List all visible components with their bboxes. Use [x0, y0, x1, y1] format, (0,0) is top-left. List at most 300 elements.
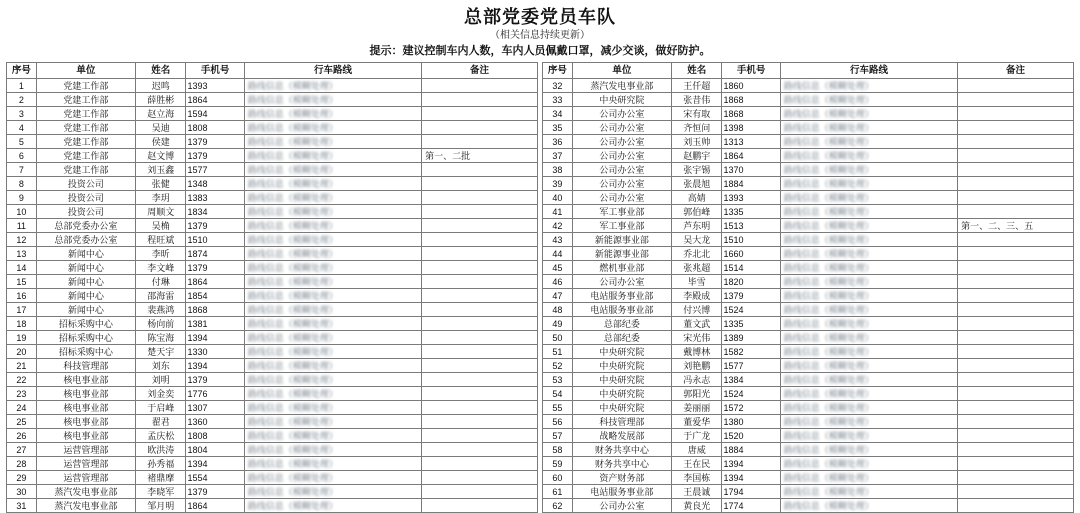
- cell-name: 张宇锡: [672, 163, 722, 177]
- cell-phone: 1383: [186, 191, 244, 205]
- cell-name: 刘艳鹏: [672, 359, 722, 373]
- cell-route: 路线信息（模糊处理）: [244, 191, 421, 205]
- table-row: [7, 443, 538, 457]
- cell-route: 路线信息（模糊处理）: [780, 443, 957, 457]
- redacted-phone-digits: [208, 500, 243, 512]
- cell-unit: 电站服务事业部: [572, 289, 671, 303]
- cell-route: 路线信息（模糊处理）: [780, 373, 957, 387]
- cell-route: 路线信息（模糊处理）: [780, 135, 957, 149]
- cell-note: [958, 79, 1074, 93]
- cell-phone: 1868: [722, 93, 780, 107]
- cell-phone: 1794: [722, 485, 780, 499]
- cell-phone: 1330: [186, 345, 244, 359]
- cell-phone: 1379: [186, 373, 244, 387]
- table-row: [543, 233, 1074, 247]
- cell-name: 于广龙: [672, 429, 722, 443]
- cell-note: [422, 387, 538, 401]
- cell-phone: 1520: [722, 429, 780, 443]
- cell-name: 付琳: [136, 275, 186, 289]
- cell-route: 路线信息（模糊处理）: [244, 345, 421, 359]
- cell-route: 路线信息（模糊处理）: [244, 79, 421, 93]
- column-header-phone: 手机号: [186, 63, 244, 79]
- redacted-phone-digits: [208, 430, 243, 442]
- cell-unit: 资产财务部: [572, 471, 671, 485]
- cell-name: 刘玉鑫: [136, 163, 186, 177]
- cell-phone: 1335: [722, 205, 780, 219]
- redacted-phone-digits: [744, 178, 779, 190]
- redacted-phone-digits: [208, 108, 243, 120]
- cell-route: 路线信息（模糊处理）: [780, 205, 957, 219]
- cell-unit: 新闻中心: [36, 275, 135, 289]
- cell-phone: 1394: [186, 457, 244, 471]
- table-header-row: [543, 63, 1074, 79]
- cell-name: 张兆超: [672, 261, 722, 275]
- redacted-phone-digits: [744, 164, 779, 176]
- cell-phone: 1510: [722, 233, 780, 247]
- redacted-phone-digits: [744, 388, 779, 400]
- cell-name: 邵海雷: [136, 289, 186, 303]
- table-row: [7, 331, 538, 345]
- cell-route: 路线信息（模糊处理）: [780, 289, 957, 303]
- table-row: [7, 289, 538, 303]
- page-title: 总部党委党员车队: [464, 7, 616, 27]
- cell-phone: 1808: [186, 429, 244, 443]
- redacted-phone-digits: [744, 220, 779, 232]
- table-row: [543, 205, 1074, 219]
- redacted-phone-digits: [208, 220, 243, 232]
- cell-idx: 61: [543, 485, 573, 499]
- cell-route: 路线信息（模糊处理）: [780, 485, 957, 499]
- table-row: [7, 471, 538, 485]
- cell-unit: 核电事业部: [36, 415, 135, 429]
- cell-idx: 10: [7, 205, 37, 219]
- cell-route: 路线信息（模糊处理）: [244, 415, 421, 429]
- column-header-name: 姓名: [672, 63, 722, 79]
- cell-name: 翟君: [136, 415, 186, 429]
- redacted-phone-digits: [744, 430, 779, 442]
- cell-note: [422, 177, 538, 191]
- cell-route: 路线信息（模糊处理）: [244, 205, 421, 219]
- redacted-phone-digits: [744, 276, 779, 288]
- cell-name: 董爱华: [672, 415, 722, 429]
- table-row: [543, 345, 1074, 359]
- cell-idx: 21: [7, 359, 37, 373]
- cell-idx: 28: [7, 457, 37, 471]
- table-row: [543, 429, 1074, 443]
- cell-route: 路线信息（模糊处理）: [244, 387, 421, 401]
- cell-phone: 1577: [186, 163, 244, 177]
- redacted-phone-digits: [208, 94, 243, 106]
- column-header-index: 序号: [7, 63, 37, 79]
- cell-name: 芦东明: [672, 219, 722, 233]
- table-row: [7, 303, 538, 317]
- table-row: [543, 177, 1074, 191]
- cell-note: [958, 485, 1074, 499]
- cell-route: 路线信息（模糊处理）: [244, 163, 421, 177]
- cell-route: 路线信息（模糊处理）: [244, 331, 421, 345]
- cell-route: 路线信息（模糊处理）: [780, 261, 957, 275]
- cell-phone: 1820: [722, 275, 780, 289]
- redacted-phone-digits: [208, 290, 243, 302]
- table-row: [7, 485, 538, 499]
- cell-unit: 投资公司: [36, 177, 135, 191]
- cell-idx: 25: [7, 415, 37, 429]
- table-row: [543, 135, 1074, 149]
- cell-phone: 1394: [186, 331, 244, 345]
- cell-route: 路线信息（模糊处理）: [244, 443, 421, 457]
- cell-unit: 科技管理部: [572, 415, 671, 429]
- redacted-phone-digits: [208, 346, 243, 358]
- cell-route: 路线信息（模糊处理）: [244, 219, 421, 233]
- table-row: [543, 373, 1074, 387]
- table-row: [543, 303, 1074, 317]
- cell-unit: 公司办公室: [572, 499, 671, 513]
- cell-note: [958, 401, 1074, 415]
- cell-phone: 1393: [186, 79, 244, 93]
- cell-route: 路线信息（模糊处理）: [780, 429, 957, 443]
- cell-unit: 军工事业部: [572, 205, 671, 219]
- cell-unit: 蒸汽发电事业部: [572, 79, 671, 93]
- cell-note: [958, 191, 1074, 205]
- cell-idx: 7: [7, 163, 37, 177]
- cell-idx: 53: [543, 373, 573, 387]
- cell-route: 路线信息（模糊处理）: [244, 247, 421, 261]
- cell-note: [958, 275, 1074, 289]
- cell-name: 宋有取: [672, 107, 722, 121]
- cell-name: 赵文博: [136, 149, 186, 163]
- cell-idx: 37: [543, 149, 573, 163]
- column-header-note: 备注: [958, 63, 1074, 79]
- table-row: [7, 401, 538, 415]
- cell-phone: 1594: [186, 107, 244, 121]
- cell-idx: 57: [543, 429, 573, 443]
- cell-phone: 1379: [186, 219, 244, 233]
- redacted-phone-digits: [208, 402, 243, 414]
- cell-note: [958, 471, 1074, 485]
- redacted-phone-digits: [208, 178, 243, 190]
- redacted-phone-digits: [744, 416, 779, 428]
- cell-unit: 招标采购中心: [36, 317, 135, 331]
- cell-name: 于启峰: [136, 401, 186, 415]
- cell-name: 杨向前: [136, 317, 186, 331]
- cell-idx: 2: [7, 93, 37, 107]
- table-row: [7, 429, 538, 443]
- cell-idx: 39: [543, 177, 573, 191]
- table-row: [543, 471, 1074, 485]
- cell-note: [958, 303, 1074, 317]
- cell-phone: 1660: [722, 247, 780, 261]
- redacted-phone-digits: [744, 150, 779, 162]
- cell-note: [958, 135, 1074, 149]
- table-row: [7, 345, 538, 359]
- cell-unit: 运营管理部: [36, 471, 135, 485]
- redacted-phone-digits: [208, 458, 243, 470]
- cell-unit: 燃机事业部: [572, 261, 671, 275]
- cell-unit: 新能源事业部: [572, 233, 671, 247]
- cell-unit: 总部纪委: [572, 317, 671, 331]
- cell-note: [958, 415, 1074, 429]
- cell-name: 张健: [136, 177, 186, 191]
- cell-note: [958, 247, 1074, 261]
- cell-unit: 新闻中心: [36, 303, 135, 317]
- cell-phone: 1379: [186, 485, 244, 499]
- cell-idx: 59: [543, 457, 573, 471]
- table-row: [7, 205, 538, 219]
- cell-idx: 31: [7, 499, 37, 513]
- cell-phone: 1379: [186, 149, 244, 163]
- cell-idx: 12: [7, 233, 37, 247]
- cell-idx: 43: [543, 233, 573, 247]
- table-row: [543, 499, 1074, 513]
- cell-note: [422, 457, 538, 471]
- column-header-note: 备注: [422, 63, 538, 79]
- table-row: [543, 107, 1074, 121]
- cell-idx: 16: [7, 289, 37, 303]
- redacted-phone-digits: [208, 360, 243, 372]
- cell-idx: 40: [543, 191, 573, 205]
- redacted-phone-digits: [208, 472, 243, 484]
- cell-route: 路线信息（模糊处理）: [244, 275, 421, 289]
- table-row: [543, 191, 1074, 205]
- cell-note: [958, 93, 1074, 107]
- cell-unit: 新能源事业部: [572, 247, 671, 261]
- cell-unit: 核电事业部: [36, 401, 135, 415]
- cell-phone: 1864: [186, 93, 244, 107]
- cell-route: 路线信息（模糊处理）: [244, 429, 421, 443]
- cell-name: 吴桷: [136, 219, 186, 233]
- table-row: [7, 93, 538, 107]
- cell-note: [422, 275, 538, 289]
- cell-unit: 党建工作部: [36, 135, 135, 149]
- cell-route: 路线信息（模糊处理）: [780, 149, 957, 163]
- cell-unit: 中央研究院: [572, 401, 671, 415]
- cell-idx: 34: [543, 107, 573, 121]
- cell-name: 李晓军: [136, 485, 186, 499]
- cell-note: [958, 359, 1074, 373]
- redacted-phone-digits: [744, 374, 779, 386]
- cell-unit: 核电事业部: [36, 429, 135, 443]
- table-row: [7, 499, 538, 513]
- cell-idx: 55: [543, 401, 573, 415]
- cell-name: 李玥: [136, 191, 186, 205]
- cell-name: 周顺文: [136, 205, 186, 219]
- table-row: [7, 261, 538, 275]
- redacted-phone-digits: [208, 332, 243, 344]
- redacted-phone-digits: [208, 262, 243, 274]
- redacted-phone-digits: [208, 444, 243, 456]
- table-row: [7, 387, 538, 401]
- cell-idx: 15: [7, 275, 37, 289]
- cell-route: 路线信息（模糊处理）: [244, 373, 421, 387]
- cell-note: [422, 261, 538, 275]
- cell-name: 欧洪涛: [136, 443, 186, 457]
- redacted-phone-digits: [744, 458, 779, 470]
- cell-unit: 党建工作部: [36, 93, 135, 107]
- cell-note: [422, 247, 538, 261]
- cell-note: [958, 121, 1074, 135]
- cell-phone: 1394: [186, 359, 244, 373]
- cell-unit: 战略发展部: [572, 429, 671, 443]
- table-row: [7, 107, 538, 121]
- cell-unit: 新闻中心: [36, 247, 135, 261]
- cell-route: 路线信息（模糊处理）: [244, 457, 421, 471]
- redacted-phone-digits: [744, 332, 779, 344]
- cell-route: 路线信息（模糊处理）: [780, 457, 957, 471]
- cell-idx: 41: [543, 205, 573, 219]
- cell-route: 路线信息（模糊处理）: [780, 499, 957, 513]
- cell-idx: 9: [7, 191, 37, 205]
- cell-unit: 核电事业部: [36, 373, 135, 387]
- table-row: [543, 331, 1074, 345]
- cell-phone: 1874: [186, 247, 244, 261]
- cell-idx: 46: [543, 275, 573, 289]
- cell-phone: 1577: [722, 359, 780, 373]
- table-row: [543, 401, 1074, 415]
- cell-name: 吴迪: [136, 121, 186, 135]
- cell-note: [958, 149, 1074, 163]
- table-row: [543, 219, 1074, 233]
- cell-phone: 1381: [186, 317, 244, 331]
- table-row: [7, 79, 538, 93]
- cell-route: 路线信息（模糊处理）: [780, 303, 957, 317]
- cell-idx: 17: [7, 303, 37, 317]
- cell-route: 路线信息（模糊处理）: [244, 359, 421, 373]
- cell-phone: 1554: [186, 471, 244, 485]
- cell-phone: 1864: [186, 275, 244, 289]
- redacted-phone-digits: [208, 304, 243, 316]
- cell-note: [958, 373, 1074, 387]
- cell-unit: 蒸汽发电事业部: [36, 499, 135, 513]
- redacted-phone-digits: [208, 318, 243, 330]
- redacted-phone-digits: [208, 122, 243, 134]
- cell-note: [422, 429, 538, 443]
- cell-name: 刘明: [136, 373, 186, 387]
- cell-unit: 党建工作部: [36, 107, 135, 121]
- cell-phone: 1864: [722, 149, 780, 163]
- cell-route: 路线信息（模糊处理）: [780, 191, 957, 205]
- cell-unit: 党建工作部: [36, 79, 135, 93]
- table-row: [7, 233, 538, 247]
- cell-unit: 新闻中心: [36, 261, 135, 275]
- cell-name: 李殿成: [672, 289, 722, 303]
- table-row: [543, 93, 1074, 107]
- cell-idx: 62: [543, 499, 573, 513]
- cell-name: 褚鼎摩: [136, 471, 186, 485]
- cell-phone: 1389: [722, 331, 780, 345]
- cell-phone: 1868: [186, 303, 244, 317]
- cell-idx: 52: [543, 359, 573, 373]
- cell-route: 路线信息（模糊处理）: [780, 331, 957, 345]
- cell-route: 路线信息（模糊处理）: [244, 317, 421, 331]
- cell-unit: 招标采购中心: [36, 331, 135, 345]
- cell-name: 姜丽丽: [672, 401, 722, 415]
- cell-idx: 23: [7, 387, 37, 401]
- cell-unit: 总部党委办公室: [36, 219, 135, 233]
- cell-name: 程旺斌: [136, 233, 186, 247]
- cell-name: 郭阳光: [672, 387, 722, 401]
- cell-unit: 公司办公室: [572, 275, 671, 289]
- cell-note: [958, 177, 1074, 191]
- cell-name: 唐威: [672, 443, 722, 457]
- table-row: [543, 485, 1074, 499]
- cell-route: 路线信息（模糊处理）: [780, 359, 957, 373]
- cell-note: [958, 163, 1074, 177]
- cell-route: 路线信息（模糊处理）: [244, 233, 421, 247]
- table-row: [7, 163, 538, 177]
- cell-name: 孙秀福: [136, 457, 186, 471]
- cell-name: 戴博林: [672, 345, 722, 359]
- cell-unit: 党建工作部: [36, 149, 135, 163]
- cell-note: [958, 387, 1074, 401]
- cell-idx: 26: [7, 429, 37, 443]
- roster-table-right: [542, 62, 1074, 513]
- table-row: [7, 121, 538, 135]
- cell-name: 郭伯峰: [672, 205, 722, 219]
- redacted-phone-digits: [744, 290, 779, 302]
- cell-route: 路线信息（模糊处理）: [244, 303, 421, 317]
- redacted-phone-digits: [744, 444, 779, 456]
- column-header-route: 行车路线: [780, 63, 957, 79]
- cell-name: 迟鸣: [136, 79, 186, 93]
- cell-unit: 电站服务事业部: [572, 303, 671, 317]
- cell-route: 路线信息（模糊处理）: [244, 261, 421, 275]
- cell-note: [422, 499, 538, 513]
- cell-route: 路线信息（模糊处理）: [244, 401, 421, 415]
- table-row: [543, 443, 1074, 457]
- redacted-phone-digits: [208, 388, 243, 400]
- cell-unit: 党建工作部: [36, 163, 135, 177]
- cell-note: [422, 331, 538, 345]
- cell-name: 裴燕鸿: [136, 303, 186, 317]
- cell-name: 张昔伟: [672, 93, 722, 107]
- redacted-phone-digits: [744, 234, 779, 246]
- cell-name: 王在民: [672, 457, 722, 471]
- cell-unit: 电站服务事业部: [572, 485, 671, 499]
- cell-name: 赵鹏宇: [672, 149, 722, 163]
- table-row: [543, 275, 1074, 289]
- cell-unit: 总部纪委: [572, 331, 671, 345]
- cell-note: [422, 485, 538, 499]
- cell-phone: 1864: [186, 499, 244, 513]
- cell-name: 孟庆松: [136, 429, 186, 443]
- table-row: [543, 79, 1074, 93]
- cell-note: [422, 121, 538, 135]
- redacted-phone-digits: [744, 486, 779, 498]
- cell-idx: 32: [543, 79, 573, 93]
- cell-route: 路线信息（模糊处理）: [244, 107, 421, 121]
- cell-note: [422, 289, 538, 303]
- redacted-phone-digits: [208, 374, 243, 386]
- cell-unit: 公司办公室: [572, 149, 671, 163]
- redacted-phone-digits: [744, 206, 779, 218]
- cell-idx: 60: [543, 471, 573, 485]
- cell-route: 路线信息（模糊处理）: [244, 121, 421, 135]
- cell-note: [422, 135, 538, 149]
- cell-note: [422, 471, 538, 485]
- cell-phone: 1307: [186, 401, 244, 415]
- cell-name: 王晨诚: [672, 485, 722, 499]
- redacted-phone-digits: [744, 318, 779, 330]
- cell-unit: 中央研究院: [572, 387, 671, 401]
- cell-idx: 8: [7, 177, 37, 191]
- cell-phone: 1393: [722, 191, 780, 205]
- column-header-unit: 单位: [36, 63, 135, 79]
- redacted-phone-digits: [208, 136, 243, 148]
- cell-route: 路线信息（模糊处理）: [780, 79, 957, 93]
- cell-phone: 1370: [722, 163, 780, 177]
- cell-route: 路线信息（模糊处理）: [780, 233, 957, 247]
- cell-note: [422, 205, 538, 219]
